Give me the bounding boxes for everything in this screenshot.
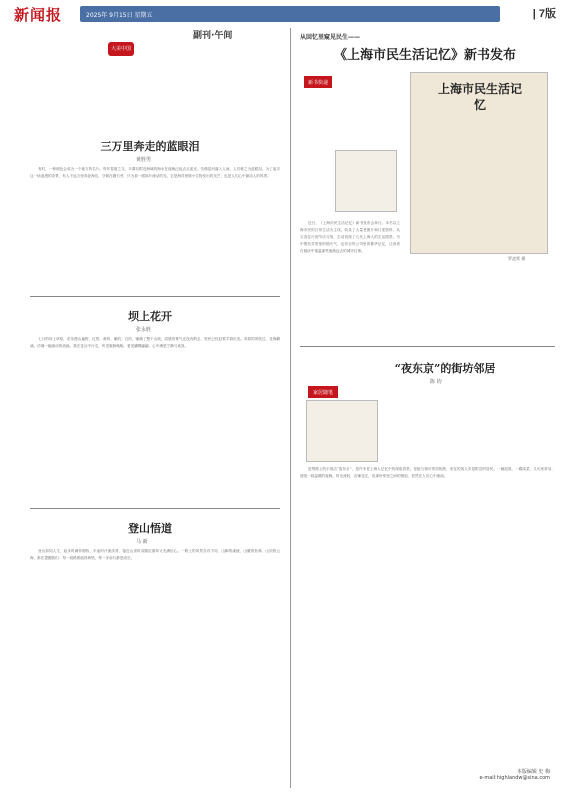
section-rule	[30, 508, 280, 509]
editor-email: e-mail:highlandw@sina.com	[479, 775, 550, 781]
article3-author: 马 新	[136, 539, 148, 545]
section-badge: 副刊·午间	[193, 31, 233, 41]
article4-body: 近日，《上海市民生活记忆》新书发布会举行。本书以上海市民的日常生活为主线，收录了大量老照片和口述资料，从衣食住行到节庆习俗，生动再现了几代上海人的生活图景。书中既有弄堂里的烟火气，也有百货公司里的繁华记忆，让读者在阅读中重温那些逐渐远去的城市往事。	[300, 221, 400, 253]
book-cover-image	[410, 72, 548, 254]
footer	[470, 768, 550, 781]
article1-title: 三万里奔走的蓝眼泪	[100, 140, 200, 153]
newspaper-logo: 新闻报	[14, 6, 63, 24]
section-rule	[30, 296, 280, 297]
page-editor: 本版编辑 史 梅	[516, 769, 550, 775]
article4-tag: 新书快递	[304, 76, 332, 88]
article5-title: “夜东京”的街坊邻居	[394, 362, 496, 375]
column-divider	[290, 28, 291, 788]
article5-body: 进贤路上的小饭店“夜东京”，是许多老上海人记忆中的深夜食堂。老板与街坊邻居相熟，来往的客人多是附近的居民。一碗泡饭、一碟咸菜、几句家常话，便是一段温暖的夜晚。时光流转，店铺变迁，但那份邻里之间的情谊，依然在人们心中流淌。	[300, 467, 555, 478]
article4-title: 《上海市民生活记忆》新书发布	[333, 48, 516, 63]
article5-image	[306, 400, 378, 462]
article5-author: 陈 钧	[430, 379, 442, 385]
page-number: | 7版	[532, 8, 556, 20]
article2-body: 七月的坝上草原，花朵漫山遍野，红的、黄的、紫的、白的，铺满了整个山坡。清晨的雾气还没有散去，牧民已经赶着羊群出发。草原的风吹过，花海翻涌，仿佛一幅流动的油画。我在花丛中行走，听见蜜蜂嗡嗡，看见蝴蝶翩翩，心中满是宁静与欢喜。	[30, 337, 280, 348]
illustration-image	[335, 150, 397, 212]
article3-title: 登山悟道	[128, 522, 172, 535]
article1-author: 黄胜男	[136, 157, 152, 163]
article1-body: 有时，一种颜色会成为一个地方的名片。每年春夏之交，平潭岛附近海域的海水在夜晚泛起点点蓝光，仿佛星河落入人间，人们称之为蓝眼泪。为了追寻这一场浪漫的奇景，有人不远万里奔赴海岛，守候在礁石旁，只为看一眼那片流动的光。它是海洋里微小生物发出的光芒，也是人们心中最动人的风景。	[30, 167, 280, 178]
book-caption: 罗凌霄 摄	[508, 256, 526, 261]
dateline-bar	[80, 6, 500, 22]
article3-body: 登山如同人生，起步时满怀期待，半途时汗流浃背，接近山顶时双腿沉重却又充满信心。一路上的风景各有不同，山脚的溪流、山腰的松林、山顶的云海，都在提醒我们：每一段路都值得珍惜，每一步前行都是成长。	[30, 549, 280, 560]
issue-date: 2025年 9月15日 星期五	[86, 12, 153, 19]
article5-tag: 家居随笔	[308, 386, 338, 398]
section-rule	[300, 346, 555, 347]
article2-author: 张永胜	[136, 327, 152, 333]
article2-title: 坝上花开	[128, 310, 172, 323]
hero-tag: 大美中国	[108, 42, 134, 56]
book-title: 上海市民生活记忆	[437, 82, 522, 112]
kicker: 从回忆里窥见民生——	[300, 34, 361, 41]
